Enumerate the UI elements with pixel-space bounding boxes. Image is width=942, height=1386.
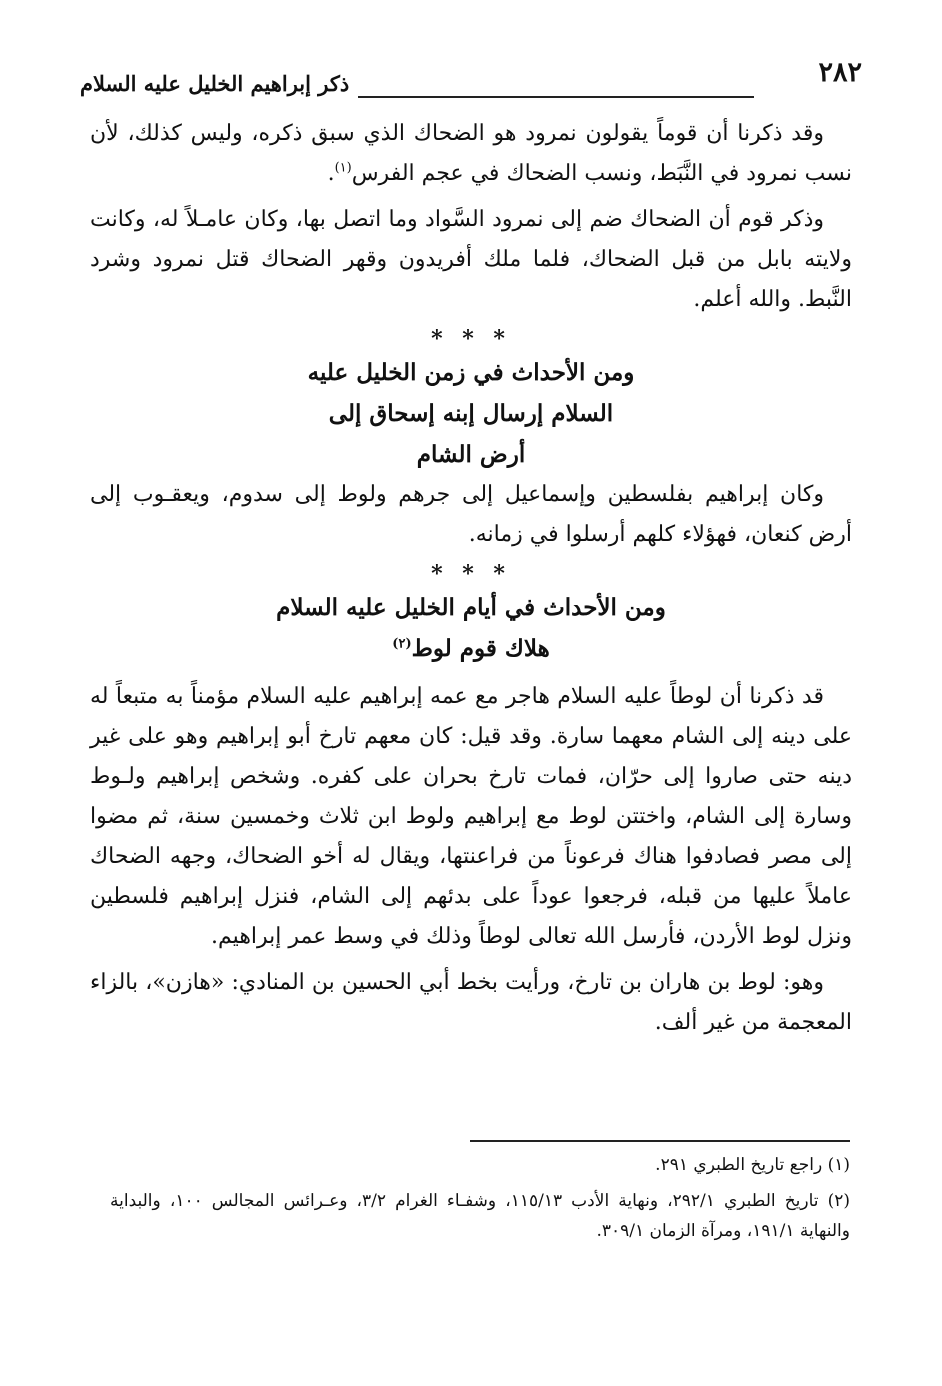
section-separator-1: * * * [431, 326, 511, 352]
footnote-ref-2: (٢) [392, 636, 412, 652]
header-rule [358, 96, 754, 98]
paragraph-5: وهو: لوط بن هاران بن تارخ، ورأيت بخط أبي الحسين بن المنادي: «هازن»، بالزاء المعجمة من غير ألف. [90, 970, 852, 1035]
paragraph-1-end: . [327, 161, 335, 186]
paragraph-2: وذكر قوم أن الضحاك ضم إلى نمرود السَّواد وما اتصل بها، وكان عامـلاً له، وكانت ولايته بابل من قبل الضحاك، فلما ملك أفريدون وقهر الضحاك قتل نمرود وشرد النَّبط. والله أعلم. [90, 207, 852, 312]
page-number: ٢٨٢ [818, 57, 862, 88]
running-head-title: ذكر إبراهيم الخليل عليه السلام [80, 71, 350, 96]
section-heading-2-line-1: ومن الأحداث في أيام الخليل عليه السلام [276, 594, 666, 621]
paragraph-1-text: وقد ذكرنا أن قوماً يقولون نمرود هو الضحاك الذي سبق ذكره، وليس كذلك، لأن نسب نمرود في النَّبَط، ونسب الضحاك في عجم الفرس [90, 121, 852, 186]
paragraph-4: قد ذكرنا أن لوطاً عليه السلام هاجر مع عمه إبراهيم عليه السلام مؤمناً به متبعاً له على دينه إلى الشام معهما سارة. وقد قيل: كان معهم تارخ أبو إبراهيم وهو على غير دينه حتى صاروا إلى حرّان، فمات تارخ بحران على كفره. وشخص إبراهيم ولـوط وسارة إلى الشام، واختتن لوط مع إبراهيم ولوط ابن ثلاث وخمسين سنة، ثم مضوا إلى مصر فصادفوا هناك فرعوناً من فراعنتها، ويقال له أخو الضحاك، وجهه الضحاك عاملاً عليها من قبله، فرجعوا عوداً على بدئهم إلى الشام، فنزل إبراهيم فلسطين ونزل لوط الأردن، فأرسل الله تعالى لوطاً وذلك في وسط عمر إبراهيم. [90, 684, 853, 949]
footnote-2: (٢) تاريخ الطبري ٢٩٢/١، ونهاية الأدب ١١٥/١٣، وشفـاء الغرام ٣/٢، وعـرائس المجالس ١٠٠، والبداية والنهاية ١٩١/١، ومرآة الزمان ٣٠٩/١. [110, 1191, 851, 1241]
footnote-rule [470, 1140, 850, 1142]
footnote-ref-1: (١) [334, 160, 352, 176]
section-heading-1-line-2: السلام إرسال إبنه إسحاق إلى [328, 400, 614, 427]
section-separator-2: * * * [431, 561, 511, 587]
footnotes [110, 1150, 850, 1252]
paragraph-3: وكان إبراهيم بفلسطين وإسماعيل إلى جرهم ولوط إلى سدوم، ويعقـوب إلى أرض كنعان، فهؤلاء كلهم أرسلوا في زمانه. [90, 482, 852, 547]
section-heading-2-line-2 [90, 628, 852, 669]
section-heading-1-line-1: ومن الأحداث في زمن الخليل عليه [307, 359, 635, 386]
footnote-1: (١) راجع تاريخ الطبري ٢٩١. [655, 1155, 850, 1175]
section-heading-1-line-3: أرض الشام [416, 441, 526, 468]
section-heading-2-text: هلاك قوم لوط [411, 635, 550, 662]
paragraph-1 [90, 114, 852, 194]
running-head [80, 56, 862, 102]
page-body [90, 114, 852, 1049]
